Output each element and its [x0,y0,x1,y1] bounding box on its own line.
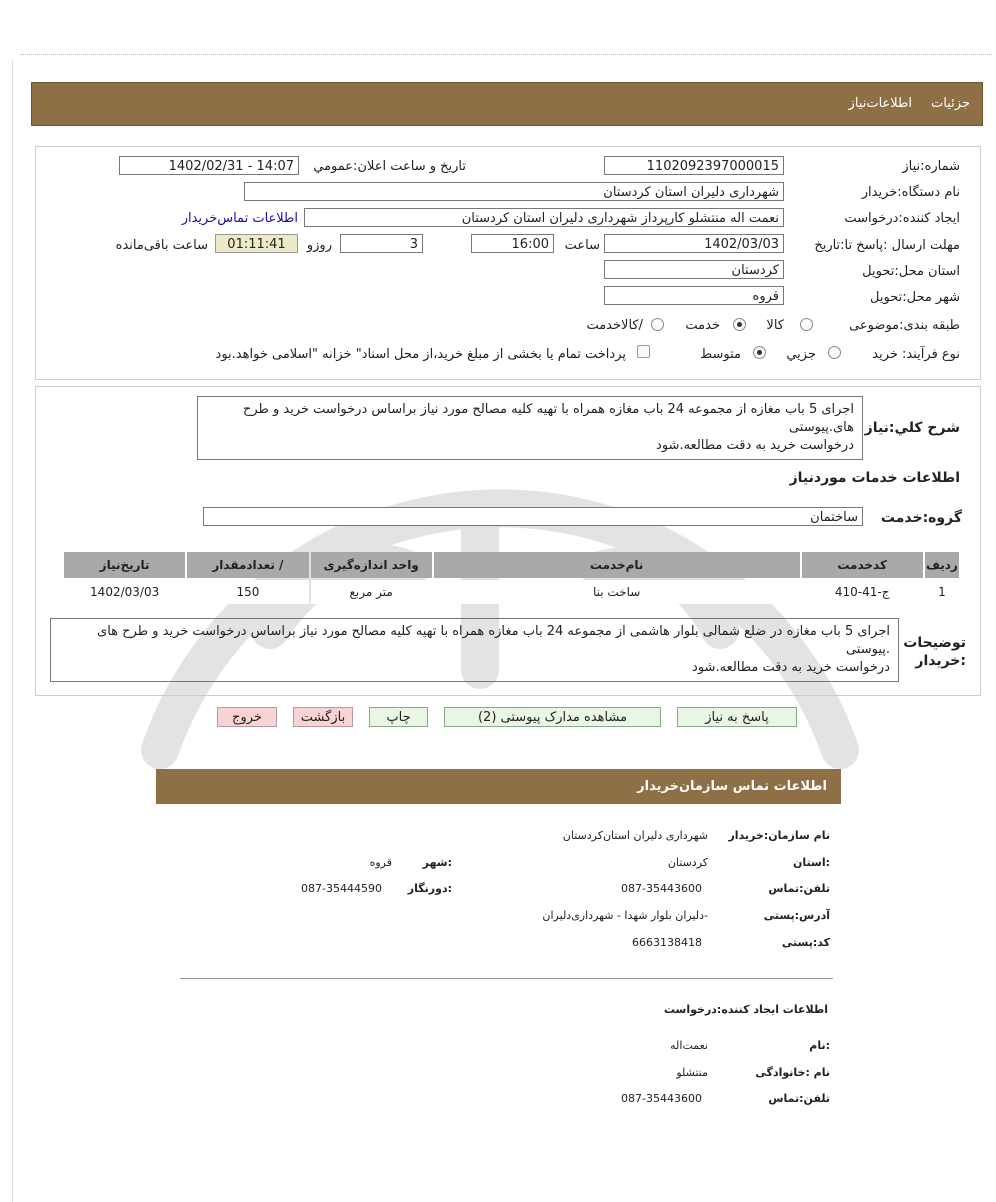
org-value: شهرداری دلیران استان‌کردستان [562,829,708,842]
city-label: شهر محل:تحویل [870,290,960,305]
need-number-field: 1102092397000015 [604,156,784,175]
col-row: ردیف [925,552,959,578]
col-need-date: تاریخ‌نیاز [64,552,185,578]
buyer-notes-label: توضیحات :خریدار [903,635,966,669]
contact-province-value: کردستان [667,856,708,869]
creator-name-label: :نام [809,1039,830,1052]
print-button[interactable]: چاپ [369,707,428,727]
fax-label: :دورنگار [407,882,452,895]
buyer-notes-line-1: اجرای 5 باب مغازه در ضلع شمالی بلوار هاشمی از مجموعه 24 باب مغازه همراه با تهیه کلیه مصالح مورد نیاز براساس درخواست خرید و طرح های [97,624,890,639]
days-label: روزو [306,238,332,253]
remaining-label: ساعت باقی‌مانده [115,238,208,253]
cell-unit: متر مربع [311,580,432,604]
exit-button[interactable]: خروج [217,707,277,727]
description-line-3: درخواست خرید به دقت مطالعه.شود [656,438,854,453]
phone-label: تلفن:تماس [768,882,830,895]
contact-city-value: قروه [369,856,392,869]
creator-phone-value: 087-35443600 [621,1092,702,1105]
category-option-goods-service: /کالاخدمت [586,318,643,333]
payment-note: پرداخت تمام یا بخشی از مبلغ خرید،از محل اسناد" خزانه "اسلامی خواهد.بود [215,347,626,362]
service-group-field: ساختمان [203,507,863,526]
contact-city-label: :شهر [422,856,452,869]
cell-need-date: 1402/03/03 [64,580,185,604]
postal-label: کد:پستی [781,936,830,949]
cell-service-code: ج-41-410 [802,580,923,604]
creator-field: نعمت اله منتشلو کارپرداز شهرداری دلیران استان کردستان [304,208,784,227]
creator-info-title: اطلاعات ایجاد کننده:درخواست [663,1003,828,1016]
address-value: -دلیران بلوار شهدا - شهرداری‌دلیران [542,909,708,922]
cell-quantity: 150 [187,580,308,604]
col-service-name: نام‌خدمت [434,552,800,578]
creator-label: ایجاد کننده:درخواست [844,211,960,226]
service-group-label: گروه:خدمت [880,510,962,526]
days-field: 3 [340,234,423,253]
deadline-date-field: 1402/03/03 [604,234,784,253]
creator-family-value: منتشلو [676,1066,708,1079]
org-label: نام سازمان:خریدار [728,829,830,842]
description-line-1: اجرای 5 باب مغازه از مجموعه 24 باب مغازه همراه با تهیه کلیه مصالح مورد نیاز براساس درخواست خرید و طرح [242,402,854,417]
services-title: اطلاعات خدمات موردنیاز [789,470,960,486]
cell-service-name: ساخت بنا [434,580,800,604]
col-quantity: / تعدادمقدار [187,552,308,578]
description-label: شرح کلي:نیاز [864,420,960,436]
attachments-button[interactable]: مشاهده مدارک پیوستی (2) [444,707,661,727]
process-radio-medium[interactable] [753,346,766,359]
process-radio-minor[interactable] [828,346,841,359]
payment-checkbox[interactable] [637,345,650,358]
page-header [31,82,983,126]
remaining-timer: 01:11:41 [215,234,298,253]
deadline-label: مهلت ارسال :پاسخ تا:تاریخ [814,238,960,253]
col-unit: واحد اندازه‌گیری [311,552,432,578]
col-service-code: کدخدمت [802,552,923,578]
category-label: طبقه بندی:موضوعی [849,318,960,333]
buyer-notes-line-3: درخواست خرید به دقت مطالعه.شود [692,660,890,675]
creator-name-value: نعمت‌اله [670,1039,708,1052]
category-radio-goods-service[interactable] [651,318,664,331]
address-label: آدرس:پستی [763,909,830,922]
cell-row: 1 [925,580,959,604]
city-field: قروه [604,286,784,305]
buyer-label: نام دستگاه:خریدار [861,185,960,200]
deadline-time-label: ساعت [564,238,600,253]
phone-value: 087-35443600 [621,882,702,895]
description-box [197,396,863,460]
postal-value: 6663138418 [632,936,702,949]
contact-province-label: :استان [793,856,830,869]
category-option-service: خدمت [685,318,720,333]
creator-family-label: نام :خانوادگی [755,1066,830,1079]
category-radio-service[interactable] [733,318,746,331]
need-number-label: شماره‌:نیاز [902,159,960,174]
table-row [64,580,959,604]
contact-separator [180,978,833,979]
category-radio-goods[interactable] [800,318,813,331]
province-field: کردستان [604,260,784,279]
buyer-notes-line-2: .پیوستی [845,642,890,657]
tab-details[interactable]: جزئیات [931,96,970,111]
buyer-field: شهرداری دلیران استان کردستان [244,182,784,201]
contact-title: اطلاعات تماس سازمان‌خریدار [637,779,827,794]
process-option-minor: جزیي [786,347,816,362]
process-label: نوع فرآیند: خرید [872,347,960,362]
back-button[interactable]: بازگشت [293,707,353,727]
creator-phone-label: تلفن:تماس [768,1092,830,1105]
contact-header [156,769,841,804]
buyer-notes-box [50,618,899,682]
left-border [12,60,13,1202]
services-table [62,550,961,606]
category-option-goods: کالا [766,318,784,333]
tab-need-info[interactable]: اطلاعات‌نیاز [848,96,912,111]
top-divider [20,54,992,55]
announce-date-field: 1402/02/31 - 14:07 [119,156,299,175]
fax-value: 087-35444590 [301,882,382,895]
description-line-2: های.پیوستی [788,420,854,435]
buyer-contact-link[interactable]: اطلاعات تماس‌خریدار [181,211,298,226]
process-option-medium: متوسط [700,347,741,362]
deadline-time-field: 16:00 [471,234,554,253]
respond-button[interactable]: پاسخ به نیاز [677,707,797,727]
announce-label: تاریخ و ساعت اعلان:عمومي [313,159,466,174]
province-label: استان محل:تحویل [862,264,960,279]
